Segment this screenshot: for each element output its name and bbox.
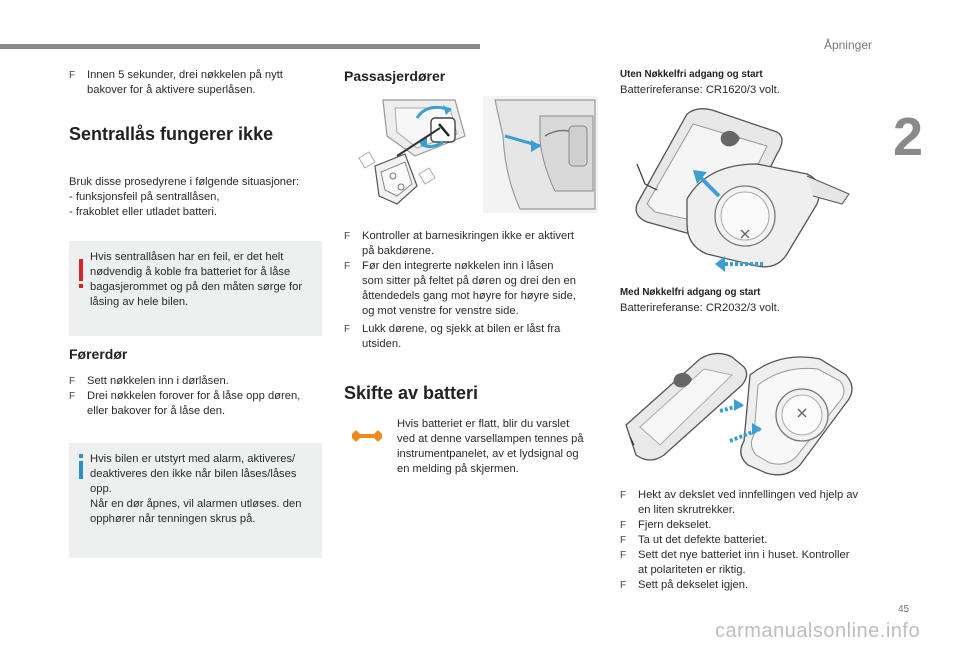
- warning-line: Hvis sentrallåsen har en feil, er det helt: [90, 251, 284, 263]
- heading-driver-door: Førerdør: [69, 346, 128, 362]
- intro-paragraph: [69, 175, 329, 220]
- bullet-text: en liten skrutrekker.: [638, 504, 735, 516]
- paragraph-line: Bruk disse prosedyrene i følgende situasjoner:: [69, 176, 300, 188]
- bullet-text: Lukk dørene, og sjekk at bilen er låst fra: [362, 323, 561, 335]
- chapter-number: 2: [893, 107, 924, 167]
- battery-ref-2: Batterireferanse: CR2032/3 volt.: [620, 302, 780, 314]
- page-number: 45: [898, 604, 910, 615]
- info-line: deaktiveres den ikke når bilen låses/låses: [90, 468, 297, 480]
- list-item: [344, 229, 622, 259]
- section-title: Åpninger: [823, 38, 872, 52]
- info-line: Hvis bilen er utstyrt med alarm, aktiveres/: [90, 453, 296, 465]
- title-with-keyless: Med Nøkkelfri adgang og start: [620, 287, 761, 298]
- info-text: [90, 452, 301, 527]
- info-icon: [79, 454, 83, 458]
- list-item: [620, 578, 898, 593]
- list-item: [620, 518, 898, 533]
- warning-box: [69, 241, 322, 336]
- bullet-glyph: F: [69, 391, 76, 402]
- info-line: opphører når tenningen skrus på.: [90, 513, 256, 525]
- bullet-glyph: F: [620, 550, 627, 561]
- paragraph-line: ved at denne varsellampen tennes på: [397, 433, 584, 445]
- bullet-glyph: F: [344, 261, 351, 272]
- bullet-text: Kontroller at barnesikringen ikke er aktivert: [362, 230, 575, 242]
- bullet-text: Sett det nye batteriet inn i huset. Kontroller: [638, 549, 850, 561]
- list-item: [344, 322, 622, 352]
- list-item: [620, 533, 898, 548]
- wrench-icon: [350, 428, 384, 448]
- bullet-glyph: F: [344, 324, 351, 335]
- bullet-text: som sitter på feltet på døren og drei den en: [362, 275, 576, 287]
- info-box: [69, 443, 322, 558]
- list-item: [620, 488, 898, 518]
- bullet-glyph: F: [620, 535, 627, 546]
- bullet-text: på bakdørene.: [362, 245, 435, 257]
- bullet-text: at polariteten er riktig.: [638, 564, 746, 576]
- info-line: opp.: [90, 483, 112, 495]
- paragraph-line: - funksjonsfeil på sentrallåsen,: [69, 191, 220, 203]
- bullet-text: åttendedels gang mot høyre for høyre side,: [362, 290, 576, 302]
- bullet-glyph: F: [344, 231, 351, 242]
- bullet-text: og mot venstre for venstre side.: [362, 305, 519, 317]
- heading-battery-change: Skifte av batteri: [344, 383, 479, 403]
- paragraph-line: - frakoblet eller utladet batteri.: [69, 206, 217, 218]
- list-item: [620, 548, 898, 578]
- bullet-text: bakover for å aktivere superlåsen.: [87, 84, 256, 96]
- bullet-glyph: F: [69, 70, 76, 81]
- key-battery-illustration-2: [620, 345, 860, 480]
- warning-line: bagasjerommet og på den måten sørge for: [90, 281, 303, 293]
- door-lock-illustration: [355, 96, 598, 213]
- bullet-glyph: F: [69, 376, 76, 387]
- key-battery-illustration-1: [627, 104, 853, 274]
- bullet-text: eller bakover for å låse den.: [87, 405, 226, 417]
- list-item: [69, 68, 347, 98]
- paragraph-line: en melding på skjermen.: [397, 463, 519, 475]
- battery-warning-text: [397, 417, 607, 477]
- bullet-glyph: F: [620, 490, 627, 501]
- list-item: [69, 374, 347, 389]
- bullet-text: Hekt av dekslet ved innfellingen ved hjelp av: [638, 489, 859, 501]
- heading-central-locking: Sentrallås fungerer ikke: [69, 124, 274, 144]
- list-item: [344, 259, 622, 319]
- bullet-glyph: F: [620, 520, 627, 531]
- bullet-text: Fjern dekselet.: [638, 519, 712, 531]
- info-line: Når en dør åpnes, vil alarmen utløses. den: [90, 498, 302, 510]
- bullet-text: Innen 5 sekunder, drei nøkkelen på nytt: [87, 69, 283, 81]
- warning-icon: [79, 259, 83, 281]
- title-without-keyless: Uten Nøkkelfri adgang og start: [620, 69, 763, 80]
- bullet-text: Ta ut det defekte batteriet.: [638, 534, 768, 546]
- bullet-text: utsiden.: [362, 338, 402, 350]
- warning-line: nødvendig å koble fra batteriet for å låse: [90, 266, 291, 278]
- bullet-text: Drei nøkkelen forover for å låse opp døren,: [87, 390, 301, 402]
- paragraph-line: Hvis batteriet er flatt, blir du varslet: [397, 418, 570, 430]
- bullet-text: Sett på dekselet igjen.: [638, 579, 749, 591]
- list-item: [69, 389, 347, 419]
- battery-ref-1: Batterireferanse: CR1620/3 volt.: [620, 84, 780, 96]
- paragraph-line: instrumentpanelet, av et lydsignal og: [397, 448, 579, 460]
- bullet-text: Sett nøkkelen inn i dørlåsen.: [87, 375, 229, 387]
- warning-text: [90, 250, 302, 310]
- warning-line: låsing av hele bilen.: [90, 296, 189, 308]
- heading-passenger-doors: Passasjerdører: [344, 68, 446, 84]
- header-bar: [0, 44, 480, 49]
- bullet-text: Før den integrerte nøkkelen inn i låsen: [362, 260, 554, 272]
- watermark: carmanualsonline.info: [715, 620, 921, 642]
- bullet-glyph: F: [620, 580, 627, 591]
